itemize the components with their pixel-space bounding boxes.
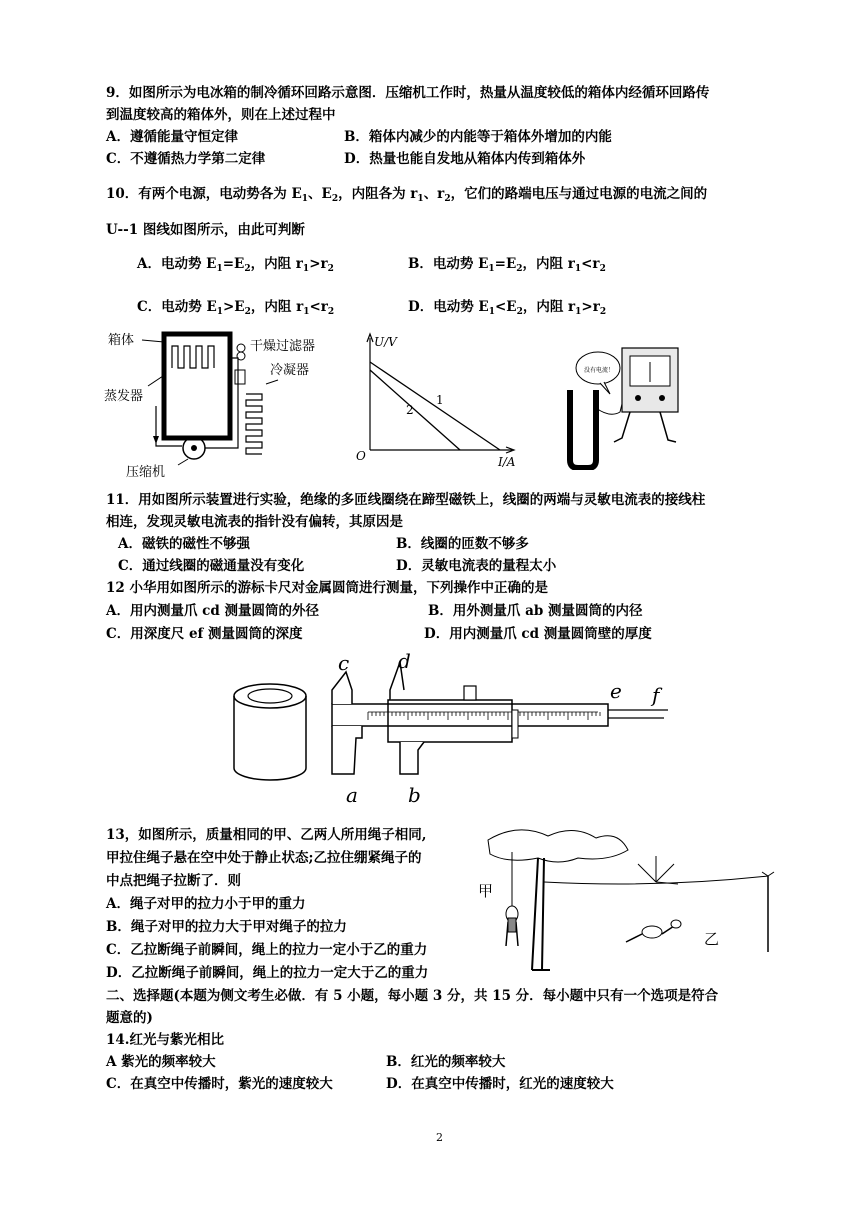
q13-option-d: D．乙拉断绳子前瞬间，绳上的拉力一定大于乙的重力 xyxy=(106,965,429,981)
caliper-label-d: d xyxy=(398,650,411,673)
person-yi xyxy=(626,920,681,942)
ui-ylabel: U/V xyxy=(374,335,397,349)
metal-cylinder xyxy=(234,684,306,780)
q14-option-c: C．在真空中传播时，紫光的速度较大 xyxy=(106,1076,333,1092)
q10-stem-line1: 10．有两个电源，电动势各为 $E_1$、$E_2$，内阻各为 $r_1$、$r_2$，它们的路端电压与通过电源的电流之间的 xyxy=(106,186,708,204)
q11-stem-line2: 相连，发现灵敏电流表的指针没有偏转，其原因是 xyxy=(106,514,403,530)
figure-label-yi: 乙 xyxy=(704,930,720,948)
ui-origin: O xyxy=(356,449,366,463)
fridge-label-compressor: 压缩机 xyxy=(126,465,166,480)
ui-line-2 xyxy=(370,370,460,450)
q11-option-b: B．线圈的匝数不够多 xyxy=(396,536,529,552)
q13-option-a: A．绳子对甲的拉力小于甲的重力 xyxy=(106,896,306,912)
q12-option-d: D．用内测量爪 cd 测量圆筒壁的厚度 xyxy=(424,626,652,642)
q13-stem-line2: 甲拉住绳子悬在空中处于静止状态;乙拉住绷紧绳子的 xyxy=(106,850,422,866)
q11-option-d: D．灵敏电流表的量程太小 xyxy=(396,558,557,574)
page-number: 2 xyxy=(436,1131,443,1144)
fridge-diagram xyxy=(104,328,319,480)
q9-option-c: C．不遵循热力学第二定律 xyxy=(106,151,266,167)
q9-stem-line2: 到温度较高的箱体外，则在上述过程中 xyxy=(106,107,336,123)
ui-line-2-label: 2 xyxy=(406,403,414,417)
q13-stem-line3: 中点把绳子拉断了．则 xyxy=(106,873,241,889)
caliper-label-e: e xyxy=(610,679,622,703)
tree-rope-figure xyxy=(478,822,784,980)
caliper-label-f: f xyxy=(652,683,660,707)
figure-label-jia: 甲 xyxy=(478,882,494,900)
q14-stem: 14.红光与紫光相比 xyxy=(106,1032,224,1048)
ui-xlabel: I/A xyxy=(498,455,516,469)
q11-stem-line1: 11．用如图所示装置进行实验，绝缘的多匝线圈绕在蹄型磁铁上，线圈的两端与灵敏电流表的接线柱 xyxy=(106,492,706,508)
q10-option-a: A．电动势 $E_1=E_2$，内阻 $r_1>r_2$ xyxy=(137,256,334,274)
q14-option-a: A 紫光的频率较大 xyxy=(106,1054,216,1070)
caliper-label-c: c xyxy=(338,651,350,675)
q12-stem: 12 小华用如图所示的游标卡尺对金属圆筒进行测量，下列操作中正确的是 xyxy=(106,580,548,596)
caliper-label-b: b xyxy=(408,783,421,807)
section2-line1: 二、选择题(本题为侧文考生必做．有 5 小题，每小题 3 分，共 15 分．每小题中只有一个选项是符合 xyxy=(106,988,719,1004)
fridge-label-filter: 干燥过滤器 xyxy=(250,339,316,354)
q10-option-b: B．电动势 $E_1=E_2$，内阻 $r_1<r_2$ xyxy=(408,256,606,274)
caliper-label-a: a xyxy=(346,783,358,807)
q9-option-a: A．遵循能量守恒定律 xyxy=(106,129,238,145)
person-jia xyxy=(506,906,518,946)
q9-stem-line1: 9．如图所示为电冰箱的制冷循环回路示意图．压缩机工作时，热量从温度较低的箱体内经循环回路传 xyxy=(106,85,710,101)
q10-option-d: D．电动势 $E_1<E_2$，内阻 $r_1>r_2$ xyxy=(408,299,607,317)
q13-option-b: B．绳子对甲的拉力大于甲对绳子的拉力 xyxy=(106,919,347,935)
q12-option-b: B．用外测量爪 ab 测量圆筒的内径 xyxy=(428,603,643,619)
q9-option-d: D．热量也能自发地从箱体内传到箱体外 xyxy=(344,151,586,167)
galvanometer-cartoon xyxy=(560,338,692,470)
q11-option-a: A．磁铁的磁性不够强 xyxy=(118,536,250,552)
ui-line-1-label: 1 xyxy=(436,393,444,407)
q12-option-c: C．用深度尺 ef 测量圆筒的深度 xyxy=(106,626,303,642)
fridge-label-box: 箱体 xyxy=(108,333,135,348)
fridge-label-condenser: 冷凝器 xyxy=(270,363,310,378)
section2-line2: 题意的) xyxy=(106,1010,153,1026)
q14-option-d: D．在真空中传播时，红光的速度较大 xyxy=(386,1076,614,1092)
q10-stem-line2: U--1 图线如图所示，由此可判断 xyxy=(106,222,305,238)
caliper-figure xyxy=(228,650,678,808)
ui-line-1 xyxy=(370,362,500,450)
q10-option-c: C．电动势 $E_1>E_2$，内阻 $r_1<r_2$ xyxy=(137,299,335,317)
ui-graph xyxy=(352,332,527,474)
cartoon-bubble-text: 没有电流！ xyxy=(584,367,615,374)
q14-option-b: B．红光的频率较大 xyxy=(386,1054,506,1070)
fridge-label-evaporator: 蒸发器 xyxy=(104,389,144,404)
q12-option-a: A．用内测量爪 cd 测量圆筒的外径 xyxy=(106,603,320,619)
q11-option-c: C．通过线圈的磁通量没有变化 xyxy=(118,558,305,574)
q9-option-b: B．箱体内减少的内能等于箱体外增加的内能 xyxy=(344,129,612,145)
q13-option-c: C．乙拉断绳子前瞬间，绳上的拉力一定小于乙的重力 xyxy=(106,942,428,958)
q13-stem-line1: 13，如图所示，质量相同的甲、乙两人所用绳子相同, xyxy=(106,827,427,843)
